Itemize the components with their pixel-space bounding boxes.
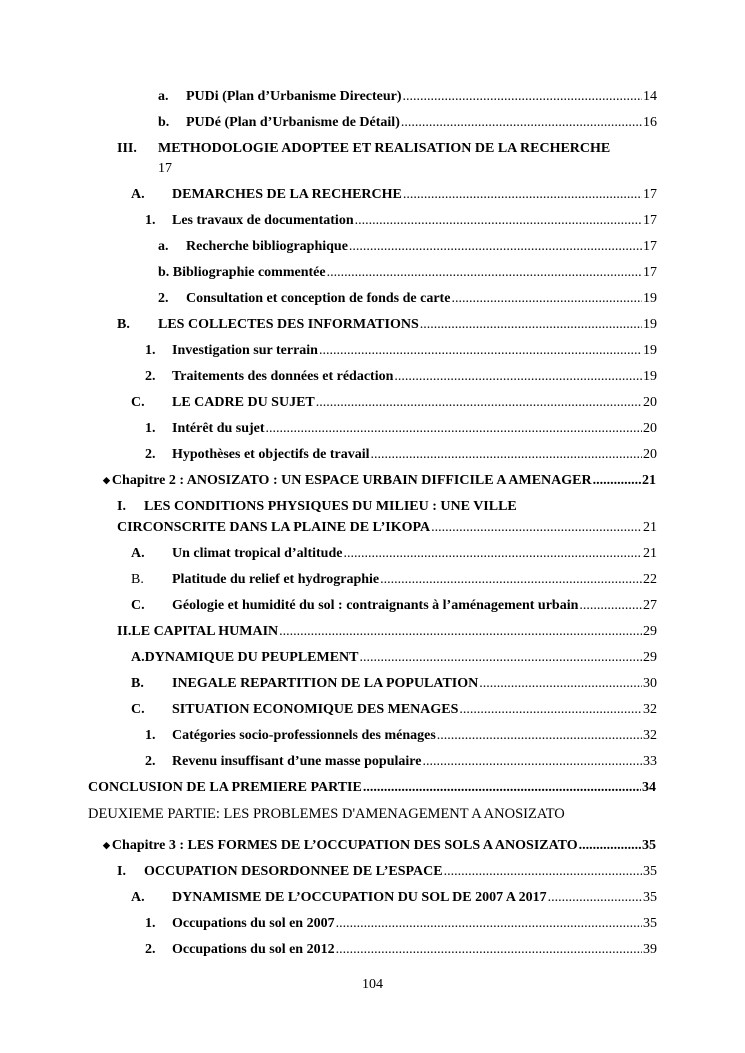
toc-title-line2: CIRCONSCRITE DANS LA PLAINE DE L’IKOPA <box>117 520 431 535</box>
toc-marker: III. <box>117 141 137 156</box>
toc-page: 39 <box>643 942 657 957</box>
toc-marker: a. <box>158 89 169 104</box>
toc-entry-revenu <box>145 752 657 772</box>
toc-title: b. Bibliographie commentée <box>158 265 326 280</box>
toc-entry-deuxieme-partie <box>88 804 565 824</box>
toc-title: Occupations du sol en 2007 <box>172 916 335 931</box>
toc-page: 21 <box>643 520 657 535</box>
toc-title: A.DYNAMIQUE DU PEUPLEMENT <box>131 650 359 665</box>
toc-title: OCCUPATION DESORDONNEE DE L’ESPACE <box>144 864 443 879</box>
toc-title: Intérêt du sujet <box>172 421 265 436</box>
toc-leader <box>437 726 642 746</box>
toc-entry-conclusion-premiere-partie <box>88 778 656 798</box>
toc-marker: I. <box>117 499 126 514</box>
toc-leader <box>431 518 642 538</box>
toc-entry-occupation-desordonnee <box>117 862 657 882</box>
toc-page: 20 <box>643 447 657 462</box>
toc-page: 35 <box>643 890 657 905</box>
toc-title-line1: LES CONDITIONS PHYSIQUES DU MILIEU : UNE VILLE <box>144 499 517 514</box>
toc-title: Investigation sur terrain <box>172 343 318 358</box>
toc-page: 35 <box>643 916 657 931</box>
toc-title: Les travaux de documentation <box>172 213 354 228</box>
toc-leader <box>363 778 641 798</box>
toc-title: II.LE CAPITAL HUMAIN <box>117 624 279 639</box>
toc-marker: 2. <box>145 942 156 957</box>
toc-page: 35 <box>642 838 656 853</box>
page-number: 104 <box>362 977 383 992</box>
toc-title: Traitements des données et rédaction <box>172 369 394 384</box>
toc-title: Occupations du sol en 2012 <box>172 942 335 957</box>
toc-title: Hypothèses et objectifs de travail <box>172 447 370 462</box>
toc-entry-platitude <box>131 570 657 590</box>
toc-entry-occupations-2012 <box>145 940 657 960</box>
diamond-bullet-icon: ◆ <box>103 840 110 850</box>
toc-entry-chapitre-3 <box>103 836 656 856</box>
toc-leader <box>336 940 642 960</box>
toc-entry-dynamisme-occupation <box>131 888 657 908</box>
toc-page: 22 <box>643 572 657 587</box>
toc-leader <box>380 570 642 590</box>
toc-title: Chapitre 2 : ANOSIZATO : UN ESPACE URBAIN DIFFICILE A AMENAGER <box>111 473 592 488</box>
toc-entry-consultation <box>158 289 657 309</box>
toc-entry-conditions-physiques <box>117 497 517 517</box>
toc-leader <box>266 419 642 439</box>
toc-leader <box>422 752 642 772</box>
toc-title: Géologie et humidité du sol : contraignants à l’aménagement urbain <box>172 598 579 613</box>
toc-entry-cadre-sujet <box>131 393 657 413</box>
toc-title: METHODOLOGIE ADOPTEE ET REALISATION DE LA RECHERCHE <box>158 141 611 156</box>
toc-marker: C. <box>131 598 145 613</box>
toc-title: INEGALE REPARTITION DE LA POPULATION <box>172 676 479 691</box>
toc-entry-pude <box>158 113 657 133</box>
toc-title: DEUXIEME PARTIE: LES PROBLEMES D'AMENAGEMENT A ANOSIZATO <box>88 806 565 822</box>
toc-marker: B. <box>131 572 144 587</box>
toc-entry-hypotheses <box>145 445 657 465</box>
toc-entry-bibliographie-commentee <box>158 263 657 283</box>
toc-page: 35 <box>643 864 657 879</box>
toc-leader <box>336 914 642 934</box>
toc-leader <box>548 888 642 908</box>
toc-leader <box>360 648 643 668</box>
toc-title: CONCLUSION DE LA PREMIERE PARTIE <box>88 780 362 795</box>
toc-page: 34 <box>642 780 656 795</box>
toc-entry-occupations-2007 <box>145 914 657 934</box>
toc-marker: 1. <box>145 728 156 743</box>
toc-leader <box>279 622 642 642</box>
toc-leader <box>444 862 642 882</box>
toc-page: 20 <box>643 421 657 436</box>
toc-leader <box>349 237 642 257</box>
toc-page: 19 <box>643 343 657 358</box>
toc-page: 17 <box>643 265 657 280</box>
toc-page: 32 <box>643 702 657 717</box>
toc-page: 14 <box>643 89 657 104</box>
toc-leader <box>394 367 642 387</box>
toc-title: Catégories socio-professionnels des ménages <box>172 728 436 743</box>
toc-page: 21 <box>642 473 656 488</box>
toc-page: 29 <box>643 650 657 665</box>
toc-leader <box>579 596 642 616</box>
toc-title: Chapitre 3 : LES FORMES DE L’OCCUPATION DES SOLS A ANOSIZATO <box>111 838 578 853</box>
toc-marker: 1. <box>145 213 156 228</box>
toc-page: 17 <box>643 187 657 202</box>
toc-page: 30 <box>643 676 657 691</box>
toc-title: Platitude du relief et hydrographie <box>172 572 380 587</box>
toc-leader <box>319 341 642 361</box>
toc-leader <box>371 445 642 465</box>
toc-title: SITUATION ECONOMIQUE DES MENAGES <box>172 702 459 717</box>
toc-leader <box>479 674 642 694</box>
toc-marker: A. <box>131 546 145 561</box>
toc-marker: A. <box>131 187 145 202</box>
toc-title: PUDi (Plan d’Urbanisme Directeur) <box>186 89 402 104</box>
toc-entry-situation-economique <box>131 700 657 720</box>
toc-leader <box>401 113 642 133</box>
toc-marker: 1. <box>145 916 156 931</box>
diamond-bullet-icon: ◆ <box>103 475 110 485</box>
toc-entry-dynamique-peuplement <box>131 648 657 668</box>
toc-entry-traitements <box>145 367 657 387</box>
toc-page: 19 <box>643 369 657 384</box>
toc-title: Recherche bibliographique <box>186 239 348 254</box>
toc-title: Consultation et conception de fonds de carte <box>186 291 451 306</box>
toc-page: 17 <box>158 161 172 176</box>
toc-leader <box>327 263 642 283</box>
toc-entry-conditions-physiques-line2 <box>117 518 657 538</box>
toc-leader <box>355 211 642 231</box>
toc-page: 19 <box>643 291 657 306</box>
toc-title: PUDé (Plan d’Urbanisme de Détail) <box>186 115 400 130</box>
toc-leader <box>459 700 642 720</box>
toc-marker: A. <box>131 890 145 905</box>
toc-leader <box>420 315 642 335</box>
toc-marker: 2. <box>158 291 169 306</box>
toc-entry-climat <box>131 544 657 564</box>
toc-page: 20 <box>643 395 657 410</box>
toc-marker: 1. <box>145 421 156 436</box>
toc-marker: C. <box>131 702 145 717</box>
toc-marker: 2. <box>145 447 156 462</box>
toc-entry-inegale-repartition <box>131 674 657 694</box>
toc-page: 17 <box>643 239 657 254</box>
toc-entry-methodologie <box>117 139 610 159</box>
toc-entry-investigation <box>145 341 657 361</box>
toc-title: DEMARCHES DE LA RECHERCHE <box>172 187 402 202</box>
toc-leader <box>593 471 641 491</box>
toc-marker: a. <box>158 239 169 254</box>
toc-entry-chapitre-2 <box>103 471 656 491</box>
toc-entry-recherche-bibliographique <box>158 237 657 257</box>
toc-entry-pudi <box>158 87 657 107</box>
toc-page: 33 <box>643 754 657 769</box>
toc-marker: 2. <box>145 369 156 384</box>
toc-page: 17 <box>643 213 657 228</box>
toc-title: Revenu insuffisant d’une masse populaire <box>172 754 422 769</box>
toc-entry-interet <box>145 419 657 439</box>
toc-entry-categories <box>145 726 657 746</box>
toc-leader <box>579 836 641 856</box>
toc-page: 27 <box>643 598 657 613</box>
toc-page: 16 <box>643 115 657 130</box>
toc-marker: 2. <box>145 754 156 769</box>
toc-leader <box>451 289 642 309</box>
toc-marker: C. <box>131 395 145 410</box>
toc-marker: I. <box>117 864 126 879</box>
toc-title: Un climat tropical d’altitude <box>172 546 343 561</box>
toc-leader <box>316 393 642 413</box>
toc-entry-demarches <box>131 185 657 205</box>
toc-entry-travaux-documentation <box>145 211 657 231</box>
toc-title: LE CADRE DU SUJET <box>172 395 315 410</box>
toc-leader <box>403 185 642 205</box>
toc-marker: B. <box>117 317 130 332</box>
toc-leader <box>343 544 642 564</box>
toc-entry-collectes <box>117 315 657 335</box>
toc-page: 19 <box>643 317 657 332</box>
toc-marker: 1. <box>145 343 156 358</box>
toc-entry-geologie <box>131 596 657 616</box>
toc-leader <box>403 87 642 107</box>
toc-entry-capital-humain <box>117 622 657 642</box>
toc-page: 32 <box>643 728 657 743</box>
toc-marker: B. <box>131 676 144 691</box>
toc-title: LES COLLECTES DES INFORMATIONS <box>158 317 419 332</box>
toc-title: DYNAMISME DE L’OCCUPATION DU SOL DE 2007 A 2017 <box>172 890 547 905</box>
toc-page: 21 <box>643 546 657 561</box>
toc-marker: b. <box>158 115 170 130</box>
toc-page: 29 <box>643 624 657 639</box>
